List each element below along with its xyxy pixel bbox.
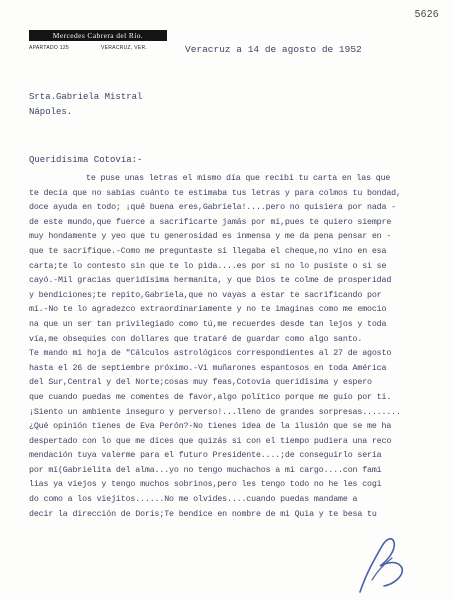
recipient-name: Srta.Gabriela Mistral xyxy=(29,92,143,102)
letterhead-name: Mercedes Cabrera del Río. xyxy=(29,30,167,41)
letter-line: te decía que no sabías cuánto te estimaba tus letras y para colmos tu bondad, xyxy=(29,188,401,198)
letter-line: que cuando puedas me comentes de favor,algo político porque me guío por tí. xyxy=(29,392,392,402)
letter-line: y bendiciones;te repito,Gabriela,que no vayas a estar te sacrificando por xyxy=(29,290,382,300)
salutation: Queridísima Cotovía:- xyxy=(29,155,143,165)
letter-line: mendación tuya valerme para el futuro Presidente....;de conseguirlo sería xyxy=(29,451,382,461)
letter-line: carta;te lo contesto sin que te lo pida....es por si no lo pusiste o si se xyxy=(29,261,387,271)
archive-number: 5626 xyxy=(414,9,439,20)
letter-line: mí.-No te lo agradezco extraordinariamente y no te imaginas como me emocio xyxy=(29,305,387,315)
letter-line: cayó.-Mil gracias queridísima hermanita, y que Dios te colme de prosperidad xyxy=(29,276,392,286)
letter-line: hasta el 26 de septiembre próximo.-Vi muñarones espantosos en toda América xyxy=(29,363,387,373)
letter-line: de este mundo,que fuerce a sacrificarte jamás por mí,pues te quiero siempre xyxy=(29,217,392,227)
letter-line: na que un ser tan privilegiado como tú,me recuerdes desde tan lejos y toda xyxy=(29,319,387,329)
recipient-city: Nápoles. xyxy=(29,107,73,117)
letterhead-address: APARTADO 125 xyxy=(29,45,70,51)
letter-line: muy hondamente y yeo que tu generosidad es inmensa y me da pena pensar en - xyxy=(29,232,392,242)
handwritten-annotation xyxy=(352,530,412,600)
letter-line: te puse unas letras el mismo día que recibí tu carta en las que xyxy=(86,174,391,183)
letter-line: Te mando mi hoja de "Cálculos astrológicos correspondientes al 27 de agosto xyxy=(29,349,392,359)
letter-line: ¿Qué opinión tienes de Eva Perón?-No tienes idea de la ilusión que se me ha xyxy=(29,422,392,432)
letter-line: que te sacrifique.-Como me preguntaste si llegaba el cheque,no vino en esa xyxy=(29,246,387,256)
letter-line: vía,me obsequies con dollares que trataré de guardar como algo santo. xyxy=(29,334,363,344)
letterhead-city: VERACRUZ, VER. xyxy=(101,45,148,51)
letter-body xyxy=(29,172,449,522)
letter-line: do como a los viejitos......No me olvides....cuando puedas mandame a xyxy=(29,495,358,505)
letter-line: lias ya viejos y tengo muchos sobrinos,pero les tengo todo no he les cogi xyxy=(29,480,382,490)
letter-line: decir la dirección de Doris;Te bendice en nombre de mi Quia y te besa tu xyxy=(29,509,377,519)
letter-line: doce ayuda en todo; ¡qué buena eres,Gabriela!....pero no quisiera por nada - xyxy=(29,203,397,213)
dateline: Veracruz a 14 de agosto de 1952 xyxy=(185,44,362,55)
letter-line: por mí(Gabrielita del alma...yo no tengo muchachos a mi cargo....con fami xyxy=(29,465,382,475)
letter-line: ¡Siento un ambiente inseguro y perverso!...lleno de grandes sorpresas........ xyxy=(29,407,401,417)
letter-line: del Sur,Central y del Norte;cosas muy feas,Cotovía queridísima y espero xyxy=(29,378,372,388)
letter-line: despertado con lo que me dices que quizás si con el tiempo pudiera una reco xyxy=(29,436,392,446)
